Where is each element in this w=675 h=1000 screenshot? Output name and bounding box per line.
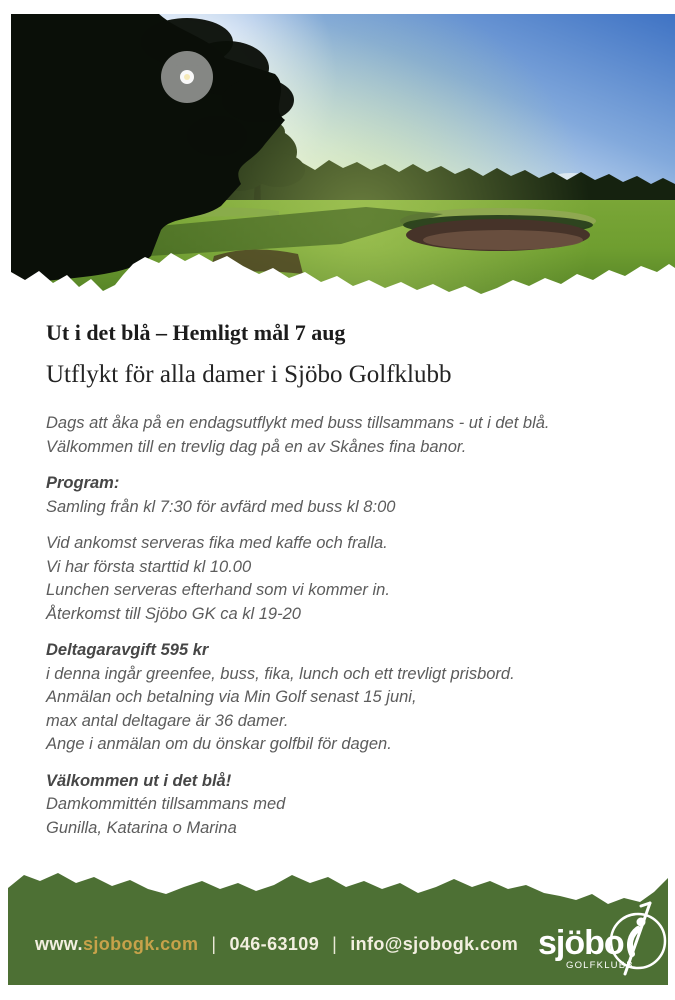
program-detail-line: Lunchen serveras efterhand som vi kommer in. [46,581,390,599]
logo-wordmark: sjöbo [538,924,624,962]
website-domain: sjobogk.com [82,934,199,954]
logo-subtext: GOLFKLUBB [566,960,634,971]
golf-course-photo [11,14,675,306]
fee-detail-line: max antal deltagare är 36 damer. [46,711,289,730]
website-link[interactable] [35,934,198,955]
program-detail-line: Vid ankomst serveras fika med kaffe och fralla. [46,534,388,552]
closing-heading: Välkommen ut i det blå! [46,771,232,790]
program-detail-line: Återkomst till Sjöbo GK ca kl 19-20 [46,604,301,623]
program-section [46,472,637,519]
email-link[interactable]: info@sjobogk.com [350,934,519,954]
page-subtitle: Utflykt för alla damer i Sjöbo Golfklubb [46,361,452,388]
separator: | [211,934,217,954]
flyer-body [46,318,637,853]
footer-contact-row [35,934,518,955]
fee-detail-line: i denna ingår greenfee, buss, fika, lunch och ett trevligt prisbord. [46,664,515,683]
fee-detail-line: Ange i anmälan om du önskar golfbil för dagen. [46,735,392,753]
closing-line: Gunilla, Katarina o Marina [46,818,237,837]
fee-section [46,639,637,757]
program-detail-line: Vi har första starttid kl 10.00 [46,557,252,576]
club-logo [538,898,668,986]
program-heading: Program: [46,474,120,492]
fee-heading: Deltagaravgift 595 kr [46,641,209,659]
footer [0,860,675,1000]
page-title: Ut i det blå – Hemligt mål 7 aug [46,320,346,345]
intro-line: Välkommen till en trevlig dag på en av Skånes fina banor. [46,437,467,456]
golf-course-scene [11,14,675,306]
intro-paragraph [46,412,637,459]
phone-link[interactable]: 046-63109 [229,934,320,954]
separator: | [332,934,338,954]
closing-line: Damkommittén tillsammans med [46,795,286,813]
closing-section [46,770,637,841]
website-prefix: www. [35,934,83,954]
program-details [46,532,637,626]
fee-detail-line: Anmälan och betalning via Min Golf senast 15 juni, [46,688,417,706]
intro-line: Dags att åka på en endagsutflykt med buss tillsammans - ut i det blå. [46,414,550,432]
program-line: Samling från kl 7:30 för avfärd med buss kl 8:00 [46,497,396,516]
